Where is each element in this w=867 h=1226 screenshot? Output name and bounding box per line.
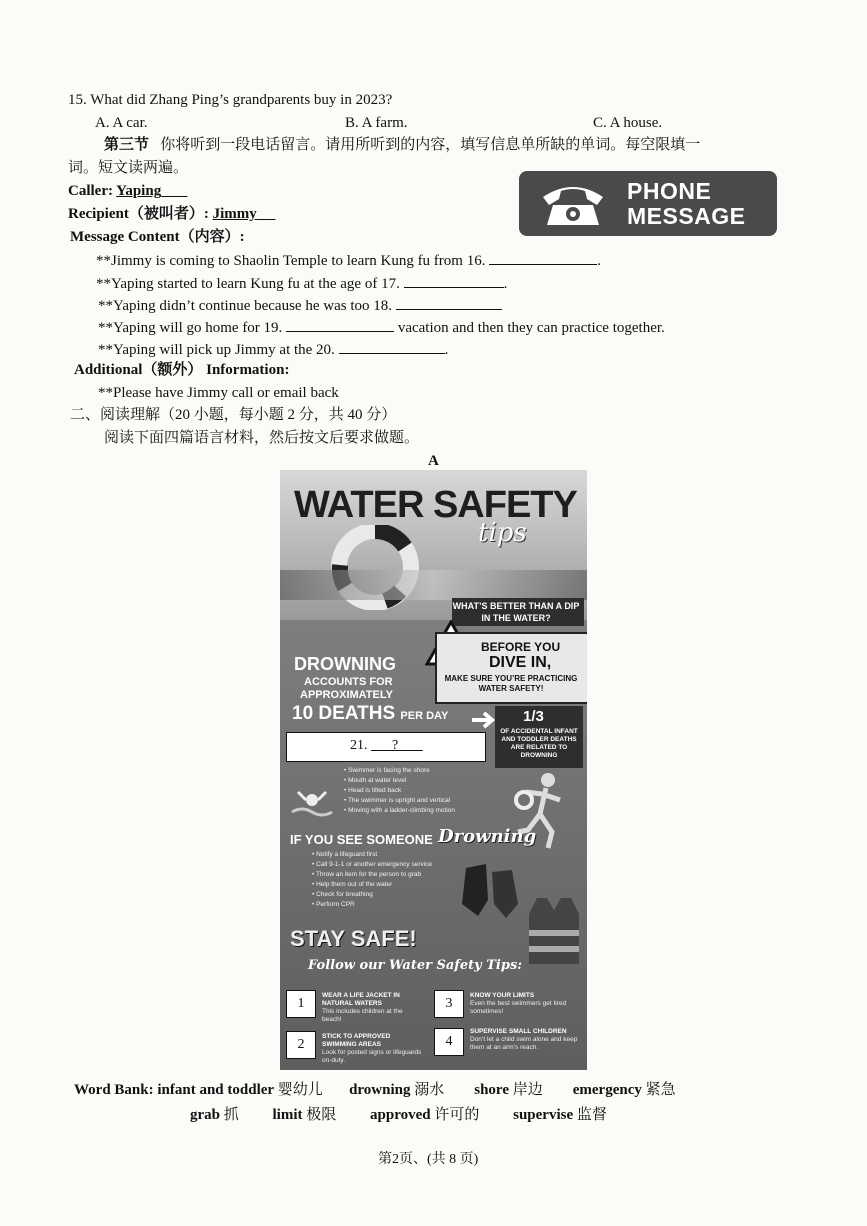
q15-option-a: A. A car. bbox=[95, 115, 148, 131]
blank-20[interactable] bbox=[339, 339, 445, 354]
blank-17[interactable] bbox=[404, 273, 504, 288]
q15-option-b: B. A farm. bbox=[345, 115, 408, 131]
section3-instruction-line1: 你将听到一段电话留言。请用所听到的内容，填写信息单所缺的单词。每空限填一 bbox=[160, 137, 701, 153]
recipient-value: Jimmy bbox=[212, 206, 257, 222]
section3-heading: 第三节 bbox=[104, 137, 150, 153]
word-bank-term: drowning bbox=[349, 1082, 411, 1098]
section3-instruction-line2: 词。短文读两遍。 bbox=[68, 160, 189, 176]
word-bank-line1: Word Bank: infant and toddler 婴幼儿 drowning 溺水 shore 岸边 emergency 紧急 bbox=[74, 1082, 676, 1098]
tip-2: STICK TO APPROVED SWIMMING AREAS Look for posted signs or lifeguards on-duty. bbox=[322, 1033, 422, 1064]
word-bank-line2: grab 抓 limit 极限 approved 许可的 supervise 监督 bbox=[190, 1107, 607, 1123]
word-bank-term: shore bbox=[474, 1082, 509, 1098]
message-item-19: **Yaping will go home for 19. vacation and then they can practice together. bbox=[98, 317, 665, 338]
telephone-icon bbox=[539, 179, 607, 229]
blank-16[interactable] bbox=[489, 250, 597, 265]
caller-label: Caller: bbox=[68, 183, 117, 199]
word-bank-term: Word Bank: infant and toddler bbox=[74, 1082, 275, 1098]
blank-18[interactable] bbox=[396, 295, 502, 310]
additional-information-label: Additional（额外） Information: bbox=[74, 362, 290, 378]
drowning-steps-list: • Notify a lifeguard first • Call 9-1-1 or another emergency service • Throw an item for the person to grab • Help them out of the water • Check for breathing • Perform CPR bbox=[312, 851, 433, 908]
caller-value: Yaping bbox=[116, 183, 162, 199]
word-bank-term: emergency bbox=[572, 1082, 642, 1098]
follow-tips-heading: Follow our Water Safety Tips: bbox=[308, 958, 523, 973]
poster-title: WATER SAFETY bbox=[294, 484, 577, 526]
recipient-row bbox=[68, 204, 276, 224]
page-footer: 第2页、(共 8 页) bbox=[378, 1152, 479, 1167]
blank-19[interactable] bbox=[286, 317, 394, 332]
better-than-box: WHAT’S BETTER THAN A DIP IN THE WATER? bbox=[452, 598, 584, 626]
message-content-label: Message Content（内容）: bbox=[70, 229, 245, 245]
flippers-icon bbox=[458, 860, 522, 920]
one-third-box: 1/3 OF ACCIDENTAL INFANT AND TODDLER DEATHS ARE RELATED TO DROWNING bbox=[495, 706, 583, 768]
phone-message-badge bbox=[519, 171, 777, 236]
message-item-18: **Yaping didn’t continue because he was too 18. bbox=[98, 295, 502, 316]
section3-instruction bbox=[104, 135, 700, 155]
question-21-blank[interactable]: ? bbox=[392, 738, 399, 753]
drowning-script: Drowning bbox=[438, 826, 537, 847]
caller-row bbox=[68, 181, 187, 201]
accounts-for: ACCOUNTS FOR bbox=[304, 676, 393, 688]
if-you-see-someone: IF YOU SEE SOMEONE bbox=[290, 832, 433, 847]
additional-information-text: **Please have Jimmy call or email back bbox=[98, 385, 339, 401]
word-bank-term: supervise bbox=[513, 1107, 574, 1123]
life-vest-icon bbox=[525, 894, 583, 968]
approximately: APPROXIMATELY bbox=[300, 689, 393, 701]
water-safety-poster bbox=[280, 470, 587, 1070]
message-item-20: **Yaping will pick up Jimmy at the 20. . bbox=[98, 339, 448, 360]
phone-badge-line2: MESSAGE bbox=[627, 203, 746, 229]
drowning-heading: DROWNING bbox=[294, 654, 396, 674]
tip-3: KNOW YOUR LIMITS Even the best swimmers get tired sometimes! bbox=[470, 992, 567, 1015]
message-item-16: **Jimmy is coming to Shaolin Temple to learn Kung fu from 16. . bbox=[96, 250, 601, 271]
question-21-box bbox=[286, 732, 486, 762]
tip-4: SUPERVISE SMALL CHILDREN Don’t let a child swim alone and keep them at an arm’s reach. bbox=[470, 1028, 578, 1051]
before-you-dive-box: BEFORE YOU DIVE IN, MAKE SURE YOU’RE PRACTICING WATER SAFETY! bbox=[435, 632, 587, 704]
tip-3-number: 3 bbox=[434, 990, 464, 1018]
passage-letter: A bbox=[428, 453, 439, 469]
part2-heading: 二、阅读理解（20 小题，每小题 2 分，共 40 分） bbox=[70, 407, 397, 423]
question-15: 15. What did Zhang Ping’s grandparents buy in 2023? bbox=[68, 92, 393, 108]
recipient-label: Recipient（被叫者）: bbox=[68, 206, 213, 222]
question-21-label: 21. bbox=[350, 738, 368, 753]
ten-deaths: 10 DEATHS PER DAY bbox=[292, 703, 449, 724]
drowning-swimmer-icon bbox=[290, 788, 334, 818]
drowning-signs-list: • Swimmer is facing the shore • Mouth at water level • Head is tilted back • The swimmer is upright and vertical • Moving with a ladder-climbing motion bbox=[344, 767, 456, 814]
tip-4-number: 4 bbox=[434, 1028, 464, 1056]
poster-title-script: tips bbox=[478, 518, 527, 548]
tip-1: WEAR A LIFE JACKET IN NATURAL WATERS This includes children at the beach! bbox=[322, 992, 403, 1023]
tip-1-number: 1 bbox=[286, 990, 316, 1018]
phone-badge-line1: PHONE bbox=[627, 178, 712, 204]
q15-option-c: C. A house. bbox=[593, 115, 663, 131]
message-item-17: **Yaping started to learn Kung fu at the age of 17. . bbox=[96, 273, 507, 294]
stay-safe-heading: STAY SAFE! bbox=[290, 926, 417, 951]
word-bank-term: approved bbox=[370, 1107, 431, 1123]
word-bank-term: grab bbox=[190, 1107, 220, 1123]
tip-2-number: 2 bbox=[286, 1031, 316, 1059]
part2-instruction: 阅读下面四篇语言材料，然后按文后要求做题。 bbox=[104, 430, 420, 446]
word-bank-term: limit bbox=[272, 1107, 303, 1123]
